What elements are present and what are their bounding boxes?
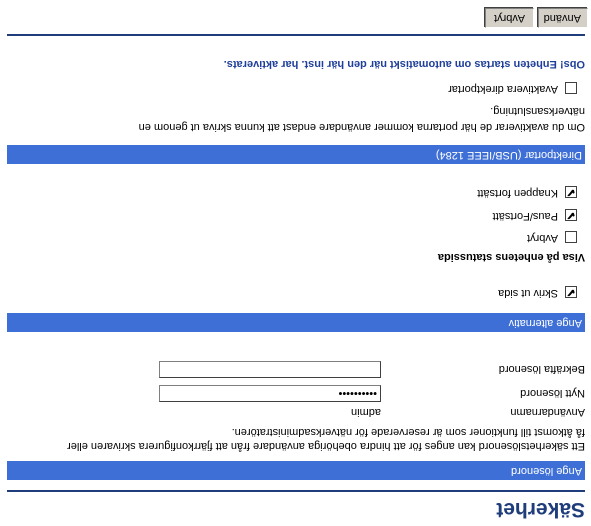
continue-option-label: Knappen fortsätt — [477, 187, 558, 199]
cancel-button[interactable]: Avbryt — [485, 8, 534, 28]
disable-direct-ports-label: Avaktivera direktportar — [448, 83, 558, 95]
apply-button[interactable]: Använd — [538, 8, 588, 28]
password-description-line2: få åtkomst till funktioner som är reserverade för nätverksadministratören. — [231, 426, 585, 438]
pause-option-checkbox[interactable]: ✔ — [566, 209, 576, 221]
disable-direct-ports-checkbox[interactable] — [565, 82, 577, 94]
section-header-direct-ports: Direktportar (USB/IEEE 1284) — [7, 145, 585, 164]
bottom-divider — [7, 34, 585, 36]
continue-option-checkbox[interactable]: ✔ — [566, 186, 576, 198]
print-page-checkbox[interactable]: ✔ — [566, 286, 576, 298]
section-header-options: Ange alternativ — [7, 313, 585, 332]
restart-note: Obs! Enheten startas om automatiskt när den här inst. har aktiverats. — [223, 58, 585, 70]
username-label: Användarnamn — [510, 406, 585, 418]
status-page-heading: Visa på enhetens statussida — [437, 251, 585, 263]
cancel-option-label: Avbryt — [527, 232, 558, 244]
confirm-password-field[interactable] — [159, 361, 381, 378]
pause-option-label: Paus/Fortsätt — [492, 210, 558, 222]
print-page-label: Skriv ut sida — [498, 287, 558, 299]
direct-ports-description-line1: Om du avaktiverar de här portarna kommer användare endast att kunna skriva ut genom en — [138, 121, 585, 133]
cancel-option-checkbox[interactable] — [565, 231, 577, 243]
page-title: Säkerhet — [496, 498, 585, 521]
section-header-password: Ange lösenord — [7, 461, 585, 480]
new-password-field[interactable] — [159, 385, 381, 402]
confirm-password-label: Bekräfta lösenord — [498, 363, 585, 375]
title-divider — [7, 490, 585, 492]
password-description-line1: Ett säkerhetslösenord kan anges för att hindra obehöriga användare från att fjärrkonfigurera skrivaren eller — [67, 440, 585, 452]
new-password-label: Nytt lösenord — [520, 387, 585, 399]
direct-ports-description-line2: nätverksanslutning. — [490, 105, 585, 117]
username-value: admin — [351, 406, 381, 418]
